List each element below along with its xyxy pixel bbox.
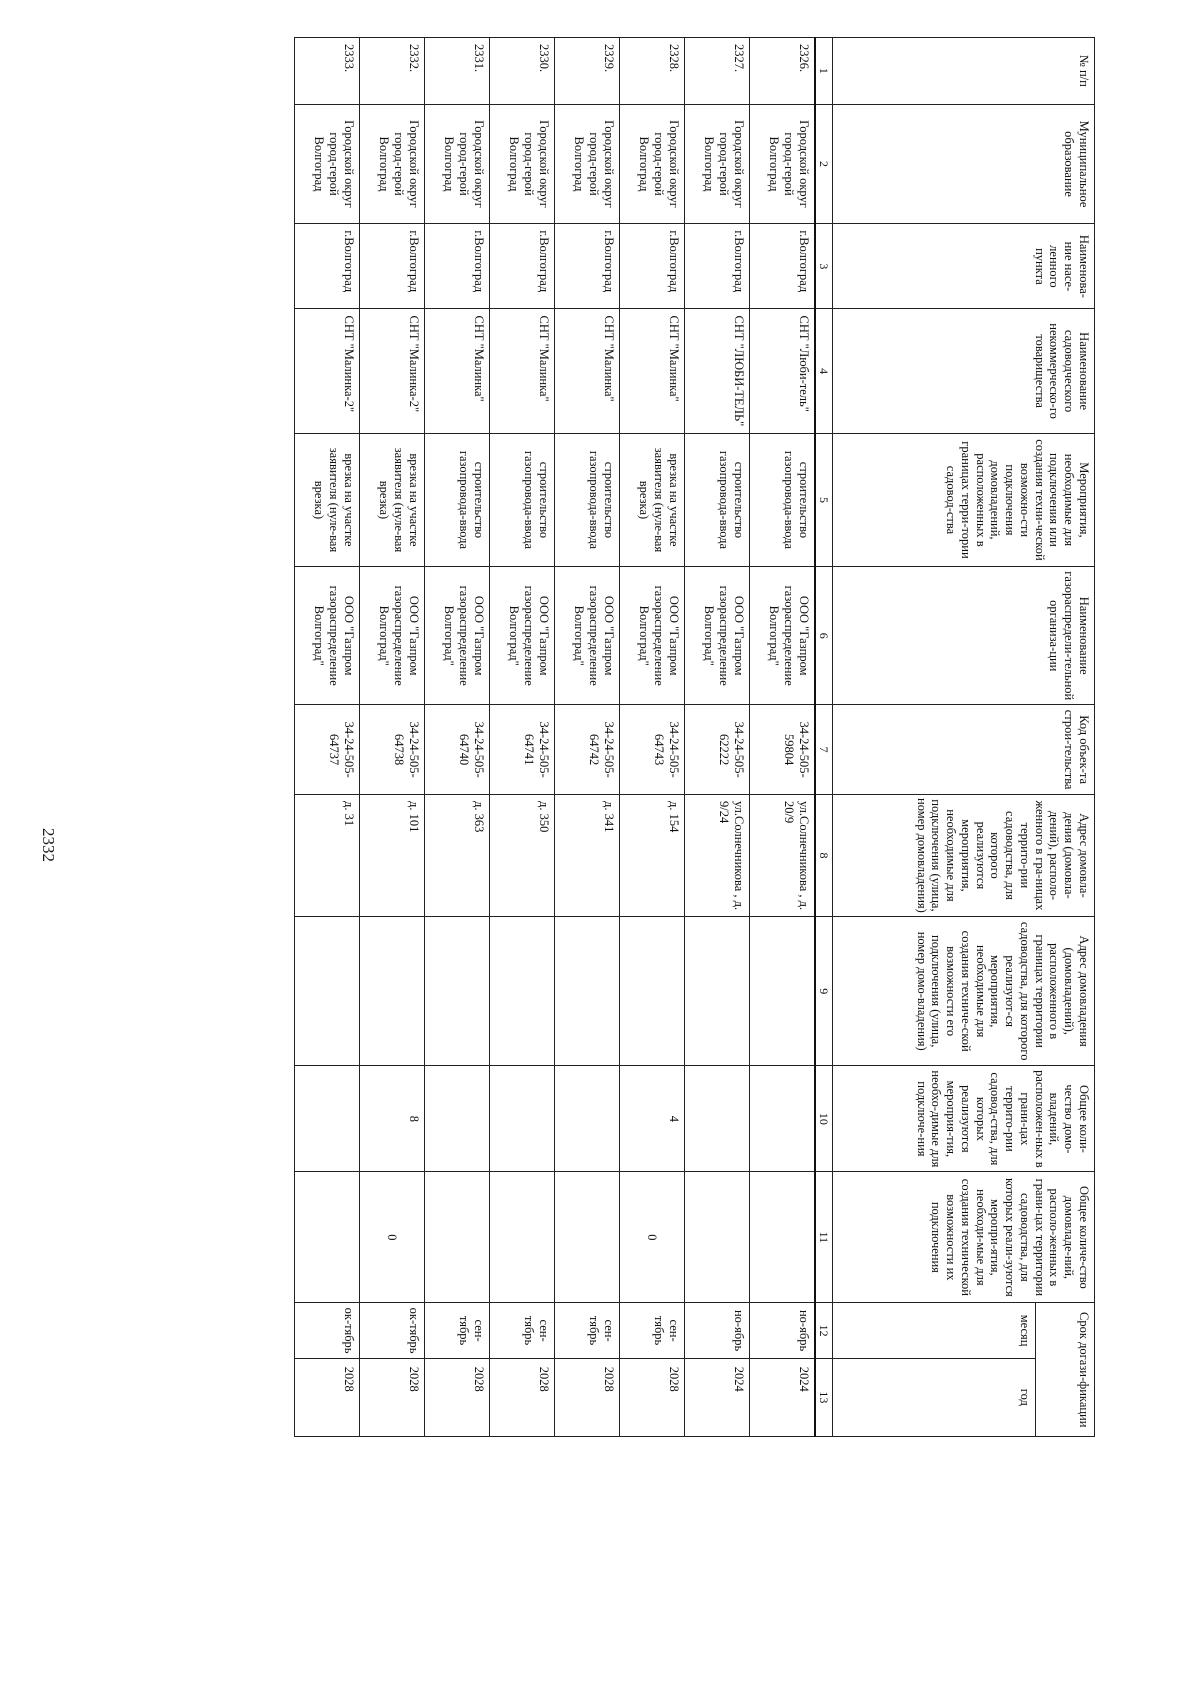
- cell-num: 2327.: [684, 38, 749, 105]
- cell-municipality: Городской округ город-герой Волгоград: [684, 104, 749, 224]
- cell-address-tech: [749, 916, 815, 1066]
- cell-measures: строительство газопровода-ввода: [749, 433, 815, 566]
- cell-address-connect: д. 31: [294, 794, 359, 916]
- cell-count-connect: [294, 1066, 359, 1172]
- cell-measures: строительство газопровода-ввода: [424, 433, 489, 566]
- header-gas-org: Наименование газораспредели-тельной организа-ции: [833, 567, 1095, 705]
- cell-settlement: г.Волгоград: [424, 224, 489, 309]
- cell-month: ок-тябрь: [294, 1303, 359, 1358]
- header-measures: Мероприятия, необходимые для подключения или создания техни-ческой возможно-сти подключения домовладений, расположенных в границах терри-тории садовод-ства: [833, 433, 1095, 566]
- cell-count-tech: [554, 1172, 619, 1303]
- table-row: [489, 38, 554, 1437]
- cell-address-tech: [684, 916, 749, 1066]
- page-number: 2332: [39, 828, 58, 862]
- rotated-table-wrapper: [168, 37, 1095, 1437]
- cell-month: сен-тябрь: [554, 1303, 619, 1358]
- cell-settlement: г.Волгоград: [749, 224, 815, 309]
- column-number: 6: [815, 567, 833, 705]
- cell-year: 2028: [294, 1358, 359, 1436]
- header-settlement: Наименова-ние насе-ленного пункта: [833, 224, 1095, 309]
- column-number: 3: [815, 224, 833, 309]
- cell-municipality: Городской округ город-герой Волгоград: [294, 104, 359, 224]
- column-number: 7: [815, 705, 833, 795]
- cell-month: но-ябрь: [749, 1303, 815, 1358]
- table-row: [554, 38, 619, 1437]
- column-number: 10: [815, 1066, 833, 1172]
- table-row: [684, 38, 749, 1437]
- cell-month: сен-тябрь: [619, 1303, 684, 1358]
- cell-address-connect: д. 341: [554, 794, 619, 916]
- cell-code: 34-24-505-64737: [294, 705, 359, 795]
- cell-municipality: Городской округ город-герой Волгоград: [619, 104, 684, 224]
- header-deadline-group: Срок догази-фикации: [1036, 1303, 1095, 1437]
- cell-address-connect: д. 350: [489, 794, 554, 916]
- cell-gas-org: ООО "Газпром газораспределение Волгоград": [489, 567, 554, 705]
- cell-measures: врезка на участке заявителя (нуле-вая врезка): [359, 433, 424, 566]
- cell-snt: СНТ "Малинка": [424, 309, 489, 433]
- cell-gas-org: ООО "Газпром газораспределение Волгоград": [684, 567, 749, 705]
- cell-measures: строительство газопровода-ввода: [489, 433, 554, 566]
- header-month: месяц: [833, 1303, 1036, 1358]
- cell-count-tech: 0: [359, 1172, 424, 1303]
- cell-gas-org: ООО "Газпром газораспределение Волгоград": [749, 567, 815, 705]
- cell-code: 34-24-505-64742: [554, 705, 619, 795]
- cell-count-connect: 4: [619, 1066, 684, 1172]
- cell-settlement: г.Волгоград: [359, 224, 424, 309]
- cell-address-tech: [424, 916, 489, 1066]
- cell-snt: СНТ "Малинка": [489, 309, 554, 433]
- cell-measures: врезка на участке заявителя (нуле-вая врезка): [294, 433, 359, 566]
- cell-count-connect: [424, 1066, 489, 1172]
- column-number: 11: [815, 1172, 833, 1303]
- header-municipality: Муниципальное образование: [833, 104, 1095, 224]
- cell-month: сен-тябрь: [489, 1303, 554, 1358]
- cell-address-connect: д. 101: [359, 794, 424, 916]
- cell-month: ок-тябрь: [359, 1303, 424, 1358]
- cell-month: сен-тябрь: [424, 1303, 489, 1358]
- header-count-tech: Общее количе-ство домовладе-ний, располо-женных в грани-цах территории садоводства, для которых реали-зуются меропри-ятия, необходи-мые для создания технической возможности их подключения: [833, 1172, 1095, 1303]
- header-snt: Наименование садоводческого некоммерческо-го товарищества: [833, 309, 1095, 433]
- table-row: [619, 38, 684, 1437]
- gasification-table: [294, 37, 1095, 1437]
- cell-municipality: Городской округ город-герой Волгоград: [554, 104, 619, 224]
- header-year: год: [833, 1358, 1036, 1436]
- header-count-connect: Общее коли-чество домо-владений, расположен-ных в грани-цах террито-рии садовод-ства, для которых реализуются мероприя-тия, необхо-димые для подключе-ния: [833, 1066, 1095, 1172]
- column-number: 2: [815, 104, 833, 224]
- cell-address-tech: [554, 916, 619, 1066]
- column-number: 13: [815, 1358, 833, 1436]
- header-num: № п/п: [833, 38, 1095, 105]
- table-row: [424, 38, 489, 1437]
- column-number: 5: [815, 433, 833, 566]
- cell-settlement: г.Волгоград: [489, 224, 554, 309]
- column-number: 4: [815, 309, 833, 433]
- cell-count-tech: [749, 1172, 815, 1303]
- column-number: 1: [815, 38, 833, 105]
- table-row: [359, 38, 424, 1437]
- cell-address-connect: ул.Солнечникова , д. 20/9: [749, 794, 815, 916]
- cell-count-connect: [684, 1066, 749, 1172]
- cell-measures: строительство газопровода-ввода: [684, 433, 749, 566]
- cell-address-connect: д. 363: [424, 794, 489, 916]
- cell-settlement: г.Волгоград: [619, 224, 684, 309]
- cell-snt: СНТ "Малинка": [554, 309, 619, 433]
- cell-snt: СНТ "Малинка-2": [359, 309, 424, 433]
- cell-num: 2328.: [619, 38, 684, 105]
- cell-settlement: г.Волгоград: [294, 224, 359, 309]
- cell-measures: строительство газопровода-ввода: [554, 433, 619, 566]
- cell-settlement: г.Волгоград: [684, 224, 749, 309]
- cell-month: но-ябрь: [684, 1303, 749, 1358]
- cell-address-tech: [619, 916, 684, 1066]
- cell-gas-org: ООО "Газпром газораспределение Волгоград": [294, 567, 359, 705]
- cell-measures: врезка на участке заявителя (нуле-вая врезка): [619, 433, 684, 566]
- cell-year: 2028: [619, 1358, 684, 1436]
- cell-count-tech: [489, 1172, 554, 1303]
- cell-municipality: Городской округ город-герой Волгоград: [749, 104, 815, 224]
- cell-municipality: Городской округ город-герой Волгоград: [359, 104, 424, 224]
- table-row: [749, 38, 815, 1437]
- cell-code: 34-24-505-64743: [619, 705, 684, 795]
- header-address-connect: Адрес домовла-дения (домовла-дений), располо-женного в гра-ницах террито-рии садоводства, для которого реализуются мероприятия, необходимые для подключения (улица, номер домовладения): [833, 794, 1095, 916]
- cell-snt: СНТ "ЛЮБИ-ТЕЛЬ": [684, 309, 749, 433]
- cell-count-connect: [554, 1066, 619, 1172]
- cell-settlement: г.Волгоград: [554, 224, 619, 309]
- cell-address-connect: д. 154: [619, 794, 684, 916]
- column-number: 12: [815, 1303, 833, 1358]
- cell-num: 2331.: [424, 38, 489, 105]
- column-number: 9: [815, 916, 833, 1066]
- cell-gas-org: ООО "Газпром газораспределение Волгоград": [424, 567, 489, 705]
- cell-count-tech: [424, 1172, 489, 1303]
- cell-num: 2326.: [749, 38, 815, 105]
- column-number: 8: [815, 794, 833, 916]
- cell-code: 34-24-505-59804: [749, 705, 815, 795]
- cell-municipality: Городской округ город-герой Волгоград: [489, 104, 554, 224]
- cell-count-tech: [294, 1172, 359, 1303]
- table-row: [294, 38, 359, 1437]
- cell-count-connect: [749, 1066, 815, 1172]
- cell-address-tech: [489, 916, 554, 1066]
- cell-year: 2024: [684, 1358, 749, 1436]
- header-code: Код объек-та строи-тельства: [833, 705, 1095, 795]
- cell-year: 2028: [424, 1358, 489, 1436]
- cell-year: 2028: [359, 1358, 424, 1436]
- cell-snt: СНТ "Люби-тель": [749, 309, 815, 433]
- cell-snt: СНТ "Малинка-2": [294, 309, 359, 433]
- cell-count-connect: 8: [359, 1066, 424, 1172]
- header-address-tech: Адрес домовладения (домовладений), расположенного в границах территории садоводства, для которого реализуют-ся мероприятия, необходимые для создания техниче-ской возможности его подключения (улица, номер домо-владения): [833, 916, 1095, 1066]
- cell-count-tech: 0: [619, 1172, 684, 1303]
- cell-gas-org: ООО "Газпром газораспределение Волгоград": [359, 567, 424, 705]
- cell-count-tech: [684, 1172, 749, 1303]
- cell-gas-org: ООО "Газпром газораспределение Волгоград": [619, 567, 684, 705]
- cell-num: 2329.: [554, 38, 619, 105]
- cell-year: 2028: [489, 1358, 554, 1436]
- cell-num: 2333.: [294, 38, 359, 105]
- cell-code: 34-24-505-62222: [684, 705, 749, 795]
- column-number-row: [815, 38, 833, 1437]
- cell-municipality: Городской округ город-герой Волгоград: [424, 104, 489, 224]
- cell-num: 2330.: [489, 38, 554, 105]
- cell-code: 34-24-505-64741: [489, 705, 554, 795]
- cell-gas-org: ООО "Газпром газораспределение Волгоград": [554, 567, 619, 705]
- cell-address-tech: [359, 916, 424, 1066]
- cell-count-connect: [489, 1066, 554, 1172]
- cell-code: 34-24-505-64740: [424, 705, 489, 795]
- cell-address-connect: ул.Солнечникова , д. 9/24: [684, 794, 749, 916]
- cell-address-tech: [294, 916, 359, 1066]
- cell-snt: СНТ "Малинка": [619, 309, 684, 433]
- cell-num: 2332.: [359, 38, 424, 105]
- cell-code: 34-24-505-64738: [359, 705, 424, 795]
- cell-year: 2028: [554, 1358, 619, 1436]
- cell-year: 2024: [749, 1358, 815, 1436]
